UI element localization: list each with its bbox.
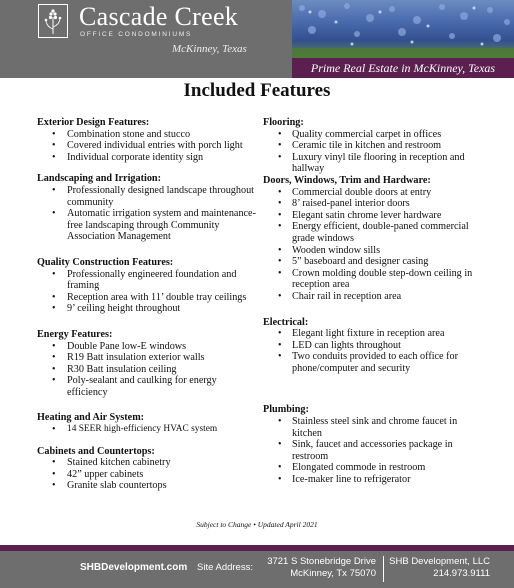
- section-title: Landscaping and Irrigation:: [37, 173, 161, 185]
- tagline-bar: Prime Real Estate in McKinney, Texas: [292, 58, 514, 78]
- list-item: • Chair rail in reception area: [263, 291, 487, 303]
- list-item: • Combination stone and stucco: [37, 129, 259, 141]
- list-item: • Quality commercial carpet in offices: [263, 129, 487, 141]
- list-item: • Ceramic tile in kitchen and restroom: [263, 140, 487, 152]
- section-flooring: [263, 117, 487, 175]
- site-address: [266, 556, 376, 580]
- company-phone[interactable]: 214.973.9111: [433, 568, 490, 579]
- address-label: Site Address:: [197, 562, 253, 573]
- list-item: • Individual corporate identity sign: [37, 152, 259, 164]
- list-item: • Stained kitchen cabinetry: [37, 457, 259, 469]
- right-column: [263, 117, 487, 486]
- company-name: SHB Development, LLC: [389, 556, 490, 567]
- brand-title: Cascade Creek: [79, 2, 239, 31]
- page-title: Included Features: [183, 80, 331, 101]
- list-item: • Elongated commode in restroom: [263, 462, 487, 474]
- list-item: • Two conduits provided to each office for phone/computer and security: [263, 351, 487, 374]
- list-item: • Double Pane low-E windows: [37, 341, 259, 353]
- company-info: [388, 556, 490, 580]
- brand-location: McKinney, Texas: [172, 43, 247, 55]
- section-title: Flooring:: [263, 117, 304, 128]
- list-item: • Sink, faucet and accessories package in restroom: [263, 439, 487, 462]
- section-plumbing: [263, 404, 487, 485]
- list-item: • Reception area with 11’ double tray ceilings: [37, 292, 259, 304]
- list-item: • R30 Batt insulation ceiling: [37, 364, 259, 376]
- section-hvac: [37, 412, 259, 435]
- list-item: • Professionally engineered foundation and framing: [37, 269, 259, 292]
- bluebonnet-flower-icon: [38, 4, 68, 38]
- list-item: • R19 Batt insulation exterior walls: [37, 352, 259, 364]
- list-item: • 42” upper cabinets: [37, 469, 259, 481]
- section-title: Exterior Design Features:: [37, 117, 150, 128]
- update-note: Subject to Change • Updated April 2021: [196, 520, 318, 529]
- list-item: • Elegant satin chrome lever hardware: [263, 210, 487, 222]
- bluebonnet-field-photo: [292, 0, 514, 58]
- footer-divider: [383, 556, 384, 582]
- section-cabinets: [37, 446, 259, 492]
- section-title: Plumbing:: [263, 404, 309, 416]
- list-item: • Professionally designed landscape throughout community: [37, 185, 259, 208]
- footer: [0, 551, 514, 588]
- address-line-1: 3721 S Stonebridge Drive: [267, 556, 376, 567]
- list-item: • Stainless steel sink and chrome faucet in kitchen: [263, 416, 487, 439]
- section-construction: [37, 257, 259, 315]
- list-item: • 9’ ceiling height throughout: [37, 303, 259, 315]
- list-item: • Crown molding double step-down ceiling in reception area: [263, 268, 487, 291]
- section-title: Doors, Windows, Trim and Hardware:: [263, 174, 431, 186]
- list-item: • 8’ raised-panel interior doors: [263, 198, 487, 210]
- header: [0, 0, 514, 78]
- list-item: • Energy efficient, double-paned commercial grade windows: [263, 221, 487, 244]
- section-energy: [37, 329, 259, 399]
- website-link[interactable]: SHBDevelopment.com: [80, 562, 188, 573]
- list-item: • 5” baseboard and designer casing: [263, 256, 487, 268]
- section-title: Electrical:: [263, 316, 309, 328]
- section-title: Quality Construction Features:: [37, 256, 174, 268]
- list-item: • Ice-maker line to refrigerator: [263, 474, 487, 486]
- section-title: Cabinets and Countertops:: [37, 445, 155, 457]
- list-item: • LED can lights throughout: [263, 340, 487, 352]
- list-item: • Covered individual entries with porch light: [37, 140, 259, 152]
- section-landscaping: [37, 173, 259, 243]
- section-doors: [263, 175, 487, 303]
- section-exterior: [37, 117, 259, 163]
- address-line-2: McKinney, Tx 75070: [290, 568, 376, 579]
- brand-subtitle: OFFICE CONDOMINIUMS: [80, 31, 193, 38]
- list-item: • Luxury vinyl tile flooring in reception and hallway: [263, 152, 487, 175]
- list-item: • Wooden window sills: [263, 245, 487, 257]
- list-item: • 14 SEER high-efficiency HVAC system: [37, 424, 259, 436]
- list-item: • Automatic irrigation system and maintenance-free landscaping through Community Association Management: [37, 208, 259, 243]
- list-item: • Elegant light fixture in reception area: [263, 328, 487, 340]
- section-title: Energy Features:: [37, 328, 113, 340]
- left-column: [37, 117, 259, 492]
- list-item: • Commercial double doors at entry: [263, 187, 487, 199]
- section-title: Heating and Air System:: [37, 412, 145, 424]
- section-electrical: [263, 317, 487, 375]
- list-item: • Granite slab countertops: [37, 480, 259, 492]
- list-item: • Poly-sealant and caulking for energy efficiency: [37, 375, 259, 398]
